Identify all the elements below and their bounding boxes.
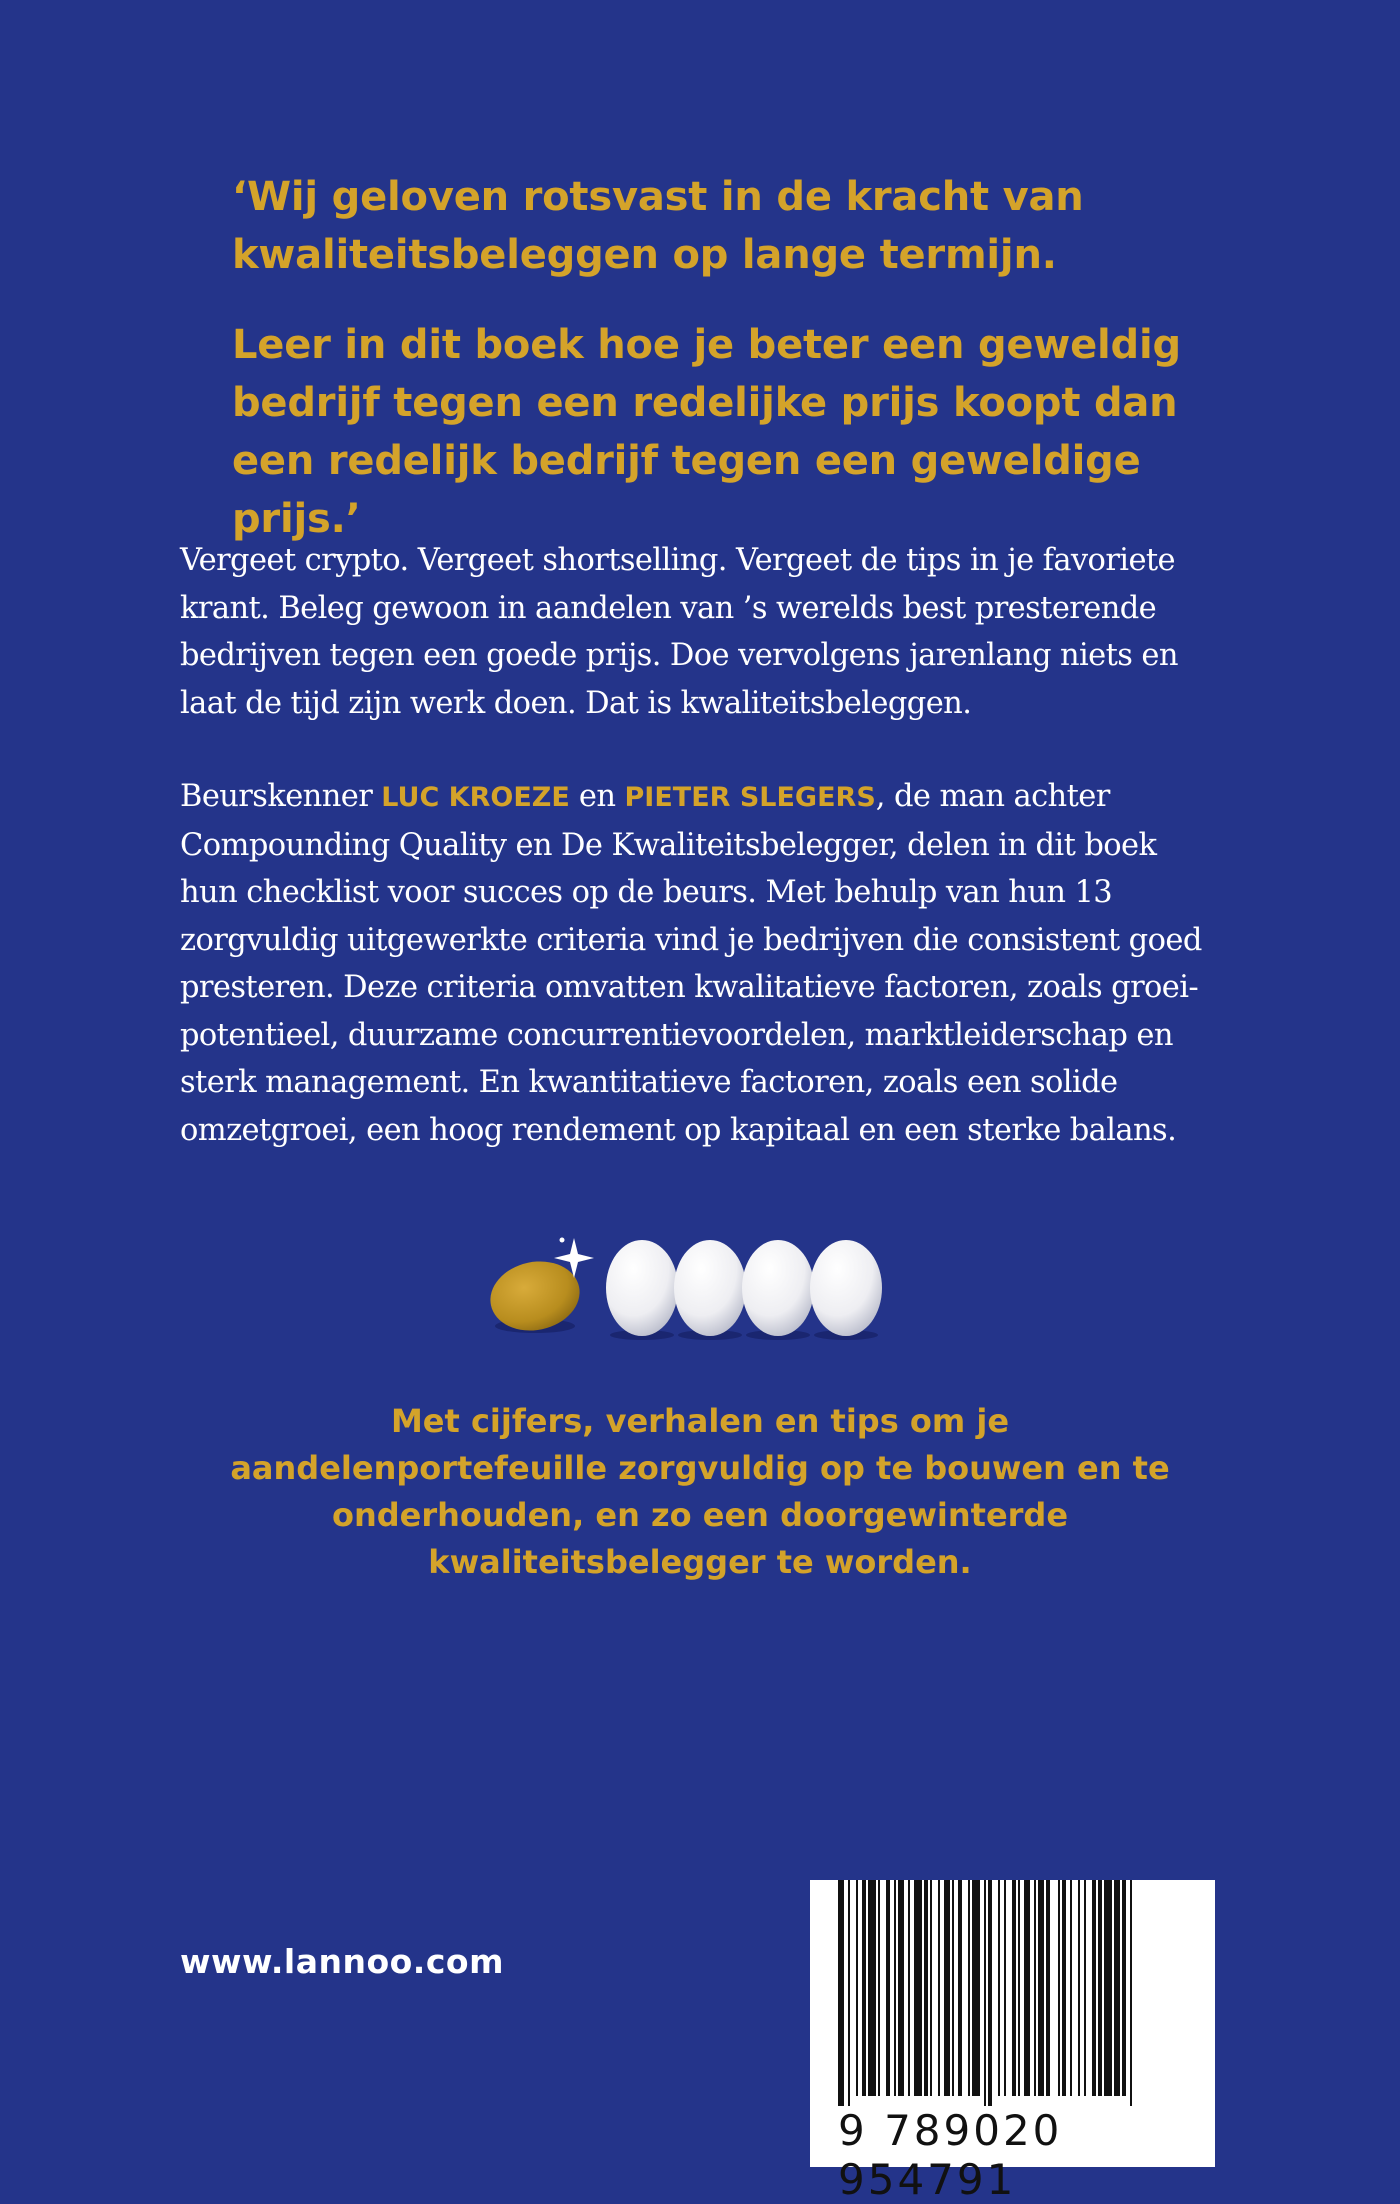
barcode-bar <box>848 1880 850 2106</box>
barcode-bar <box>988 1880 992 2106</box>
barcode-bar <box>1122 1880 1126 2096</box>
barcode-bar <box>1114 1880 1120 2096</box>
paragraph-2-rest: , de man achter Compounding Quality en De Kwaliteitsbelegger, delen in dit boek hun checklist voor succes op de beurs. Met behulp van hun 13 zorgvuldig uitgewerkte criteria vind je bedrijven die consistent goed presteren. Deze criteria omvatten kwalitatieve factoren, zoals groei-potentieel, duurzame concurrentievoordelen, marktleiderschap en sterk management. En kwantitatieve factoren, zoals een solide omzetgroei, een hoog rendement op kapitaal en een sterke balans. <box>180 779 1202 1148</box>
barcode-bar <box>998 1880 1000 2096</box>
barcode <box>810 1880 1215 2204</box>
barcode-bar <box>914 1880 922 2096</box>
barcode-bar <box>1084 1880 1086 2096</box>
barcode-bar <box>878 1880 880 2096</box>
paragraph-2-conjunction: en <box>569 779 625 814</box>
barcode-bar <box>930 1880 932 2096</box>
author-name-2: PIETER SLEGERS <box>624 782 876 813</box>
barcode-bar <box>984 1880 986 2106</box>
blurb <box>180 537 1210 1200</box>
paragraph-2-intro: Beurskenner <box>180 779 382 814</box>
barcode-bar <box>944 1880 950 2096</box>
barcode-bar <box>1078 1880 1080 2096</box>
quote-line-2: Leer in dit boek hoe je beter een geweldig bedrijf tegen een redelijke prijs koopt dan een redelijk bedrijf tegen een geweldige prijs.’ <box>232 322 1181 542</box>
barcode-bar <box>1092 1880 1096 2096</box>
pull-quote <box>232 168 1232 580</box>
blurb-paragraph-1: Vergeet crypto. Vergeet shortselling. Vergeet de tips in je favoriete krant. Beleg gewoon in aandelen van ’s werelds best presterende bedrijven tegen een goede prijs. Doe vervolgens jarenlang niets en laat de tijd zijn werk doen. Dat is kwaliteitsbeleggen. <box>180 543 1178 721</box>
barcode-bar <box>1070 1880 1072 2096</box>
quote-line-1: ‘Wij geloven rotsvast in de kracht van kwaliteitsbeleggen op lange termijn. <box>232 174 1084 278</box>
barcode-bar <box>1012 1880 1016 2096</box>
barcode-bar <box>1058 1880 1060 2096</box>
barcode-bar <box>1130 1880 1132 2106</box>
barcode-bar <box>868 1880 876 2096</box>
barcode-bar <box>886 1880 890 2096</box>
white-egg-icon <box>674 1240 746 1340</box>
barcode-bar <box>1034 1880 1036 2096</box>
barcode-bar <box>1004 1880 1006 2096</box>
author-name-1: LUC KROEZE <box>381 782 570 813</box>
barcode-bar <box>856 1880 858 2096</box>
barcode-bar <box>1062 1880 1066 2096</box>
barcode-bar <box>1038 1880 1044 2096</box>
barcode-bar <box>1024 1880 1030 2096</box>
barcode-bar <box>1018 1880 1020 2096</box>
barcode-bar <box>838 1880 844 2106</box>
white-egg-icon <box>742 1240 814 1340</box>
barcode-bar <box>924 1880 928 2096</box>
barcode-bar <box>1098 1880 1102 2096</box>
barcode-bars <box>810 1880 1215 2110</box>
isbn-number: 9 789020 954791 <box>838 2106 1063 2204</box>
white-egg-icon <box>606 1240 678 1340</box>
barcode-bar <box>862 1880 866 2096</box>
barcode-bar <box>898 1880 904 2096</box>
white-egg-icon <box>810 1240 882 1340</box>
blurb-paragraph-2 <box>180 773 1210 1154</box>
barcode-bar <box>908 1880 910 2096</box>
barcode-bar <box>1046 1880 1050 2096</box>
barcode-bar <box>968 1880 970 2096</box>
tagline: Met cijfers, verhalen en tips om je aandelenportefeuille zorgvuldig op te bouwen en te onderhouden, en zo een doorgewinterde kwaliteitsbelegger te worden. <box>230 1402 1170 1581</box>
barcode-bar <box>1104 1880 1112 2096</box>
barcode-bar <box>958 1880 962 2096</box>
barcode-bar <box>938 1880 940 2096</box>
barcode-bar <box>894 1880 896 2096</box>
eggs-illustration <box>488 1232 908 1342</box>
barcode-bar <box>972 1880 980 2096</box>
barcode-bar <box>952 1880 954 2096</box>
publisher-website-link[interactable]: www.lannoo.com <box>180 1942 504 1981</box>
